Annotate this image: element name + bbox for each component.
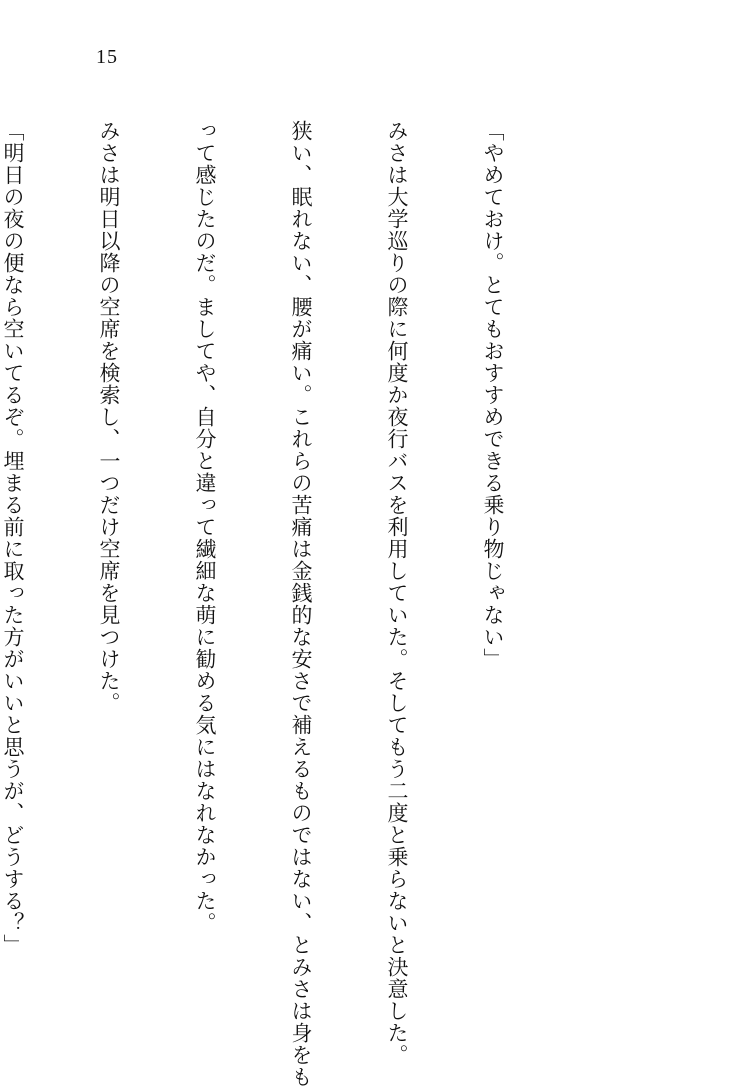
page-number: 15: [96, 46, 118, 68]
text-line: みさは明日以降の空席を検索し、一つだけ空席を見つけた。: [97, 120, 121, 714]
text-line: 狭い、眠れない、腰が痛い。これらの苦痛は金銭的な安さで補えるものではない、とみさは身をも: [289, 120, 313, 1088]
text-line: みさは大学巡りの際に何度か夜行バスを利用していた。そしてもう二度と乗らないと決意した。: [385, 120, 409, 1066]
text-line: 「明日の夜の便なら空いてるぞ。埋まる前に取った方がいいと思うが、どうする？」: [1, 120, 25, 956]
body-text: [0, 120, 573, 1088]
text-line: って感じたのだ。ましてや、自分と違って繊細な萌に勧める気にはなれなかった。: [193, 120, 217, 934]
text-line: 「やめておけ。とてもおすすめできる乗り物じゃない」: [481, 120, 505, 670]
